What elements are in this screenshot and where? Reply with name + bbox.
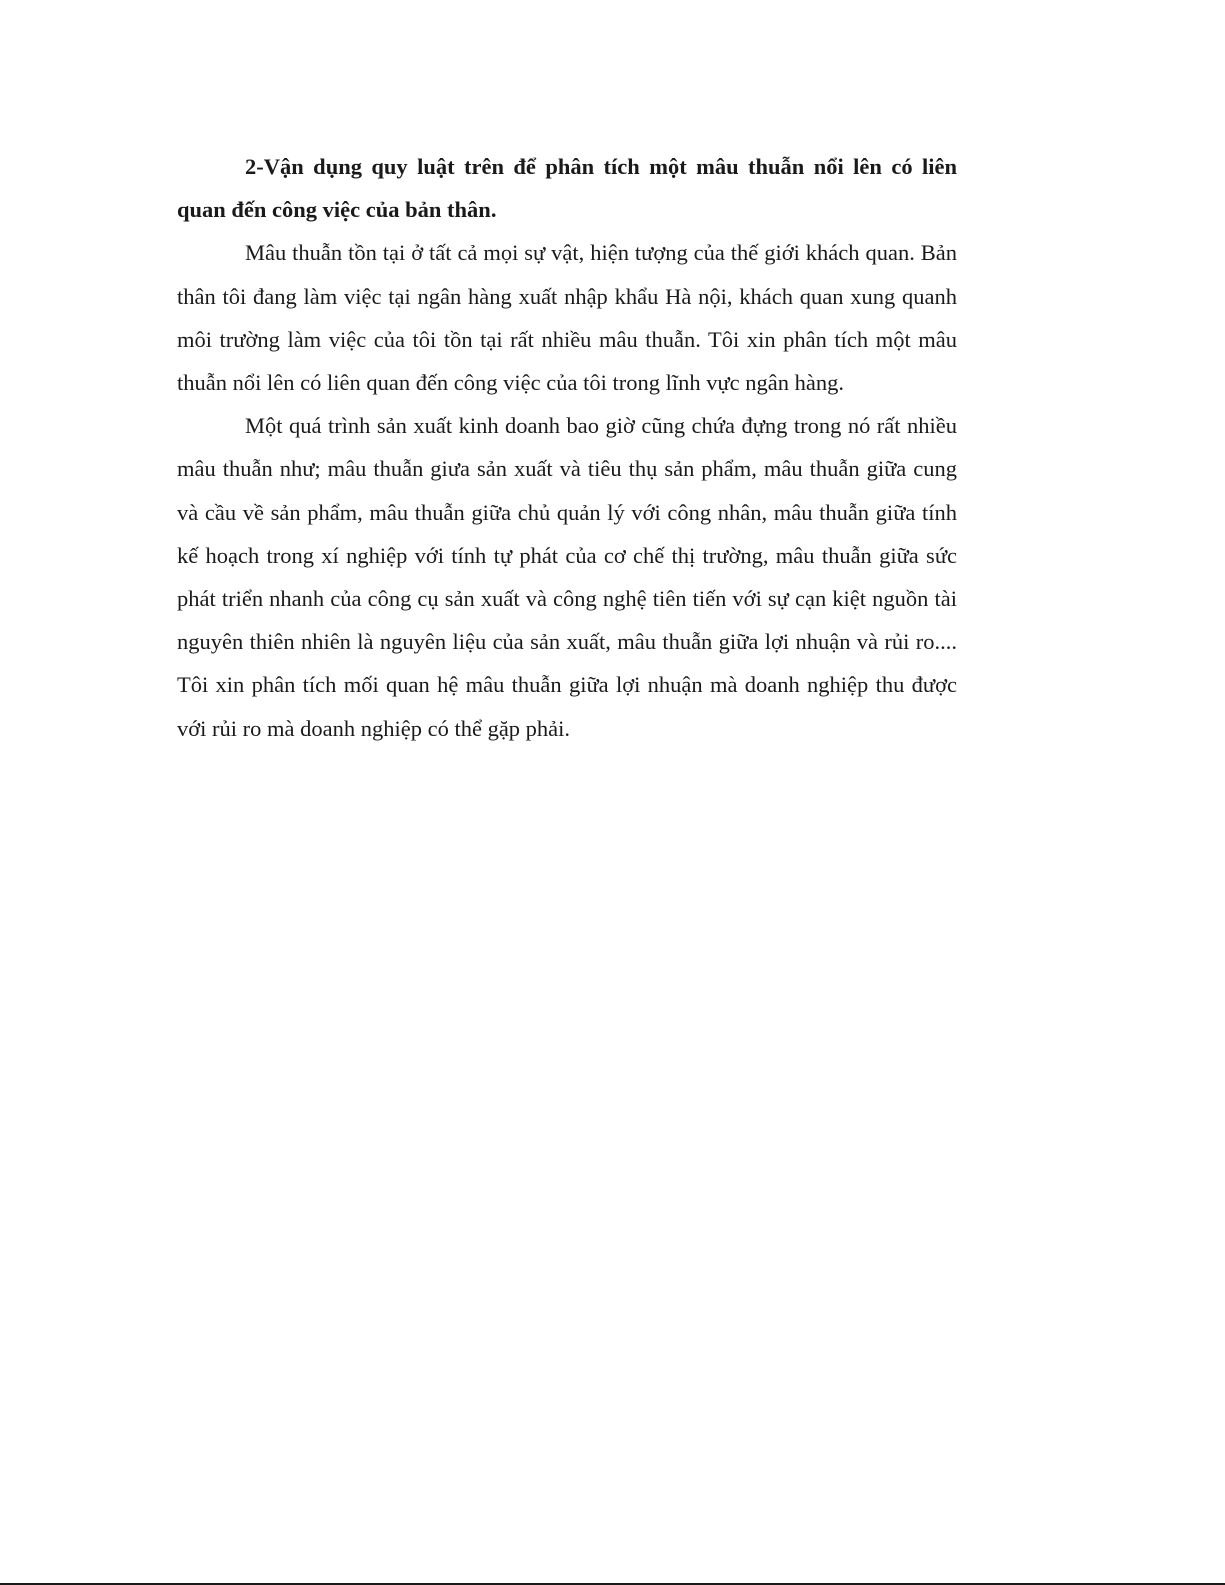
paragraph-1: Mâu thuẫn tồn tại ở tất cả mọi sự vật, hiện tượng của thế giới khách quan. Bản thân tôi đang làm việc tại ngân hàng xuất nhập khẩu Hà nội, khách quan xung quanh môi trường làm việc của tôi tồn tại rất nhiều mâu thuẫn. Tôi xin phân tích một mâu thuẫn nổi lên có liên quan đến công việc của tôi trong lĩnh vực ngân hàng. [177, 240, 957, 396]
document-body [177, 145, 957, 750]
section-heading: 2-Vận dụng quy luật trên để phân tích một mâu thuẫn nổi lên có liên quan đến công việc của bản thân. [177, 154, 957, 223]
paragraph-2: Một quá trình sản xuất kinh doanh bao giờ cũng chứa đựng trong nó rất nhiều mâu thuẫn như; mâu thuẫn giưa sản xuất và tiêu thụ sản phẩm, mâu thuẫn giữa cung và cầu về sản phẩm, mâu thuẫn giữa chủ quản lý với công nhân, mâu thuẫn giữa tính kế hoạch trong xí nghiệp với tính tự phát của cơ chế thị trường, mâu thuẫn giữa sức phát triển nhanh của công cụ sản xuất và công nghệ tiên tiến với sự cạn kiệt nguồn tài nguyên thiên nhiên là nguyên liệu của sản xuất, mâu thuẫn giữa lợi nhuận và rủi ro.... Tôi xin phân tích mối quan hệ mâu thuẫn giữa lợi nhuận mà doanh nghiệp thu được với rủi ro mà doanh nghiệp có thể gặp phải. [177, 413, 957, 741]
